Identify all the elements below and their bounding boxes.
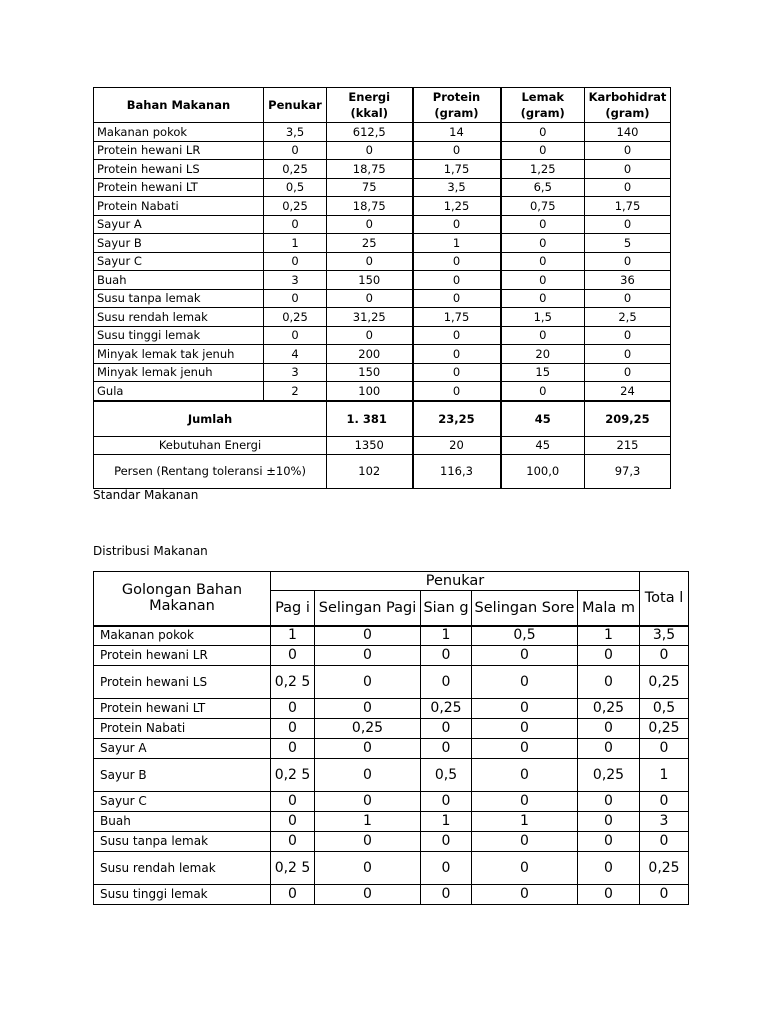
cell-selingan-pagi: 0,25 [315, 719, 421, 739]
cell-lemak: 1,5 [501, 308, 585, 327]
cell-selingan-pagi: 0 [315, 626, 421, 646]
header-karbohidrat: Karbohidrat (gram) [585, 88, 671, 123]
cell-malam: 0 [578, 719, 640, 739]
header-pagi: Pag i [271, 591, 315, 626]
distribusi-makanan-body [94, 626, 689, 905]
cell-siang: 0 [421, 666, 472, 699]
standar-makanan-table [93, 87, 671, 489]
cell-energi: 18,75 [327, 160, 413, 179]
cell-energi: 150 [327, 271, 413, 290]
persen-label: Persen (Rentang toleransi ±10%) [94, 454, 327, 488]
cell-karbohidrat: 0 [585, 363, 671, 382]
cell-pagi: 0 [271, 832, 315, 852]
cell-pagi: 0,2 5 [271, 852, 315, 885]
cell-total: 0 [640, 792, 689, 812]
cell-protein: 1 [413, 234, 501, 253]
cell-selingan-sore: 0 [472, 759, 578, 792]
cell-siang: 1 [421, 626, 472, 646]
cell-bahan: Susu tinggi lemak [94, 326, 264, 345]
cell-pagi: 0 [271, 719, 315, 739]
cell-lemak: 1,25 [501, 160, 585, 179]
table-row [94, 852, 689, 885]
cell-karbohidrat: 36 [585, 271, 671, 290]
table-row [94, 215, 671, 234]
table-row [94, 646, 689, 666]
persen-lemak: 100,0 [501, 454, 585, 488]
kebutuhan-label: Kebutuhan Energi [94, 436, 327, 454]
cell-penukar: 0,25 [264, 160, 327, 179]
cell-lemak: 0 [501, 252, 585, 271]
cell-selingan-sore: 0 [472, 832, 578, 852]
cell-malam: 0 [578, 666, 640, 699]
cell-selingan-sore: 0 [472, 852, 578, 885]
cell-golongan: Susu tanpa lemak [94, 832, 271, 852]
cell-penukar: 0 [264, 141, 327, 160]
table-row [94, 234, 671, 253]
jumlah-row [94, 401, 671, 437]
cell-energi: 25 [327, 234, 413, 253]
cell-selingan-pagi: 0 [315, 699, 421, 719]
cell-protein: 0 [413, 271, 501, 290]
cell-energi: 612,5 [327, 123, 413, 142]
cell-golongan: Protein Nabati [94, 719, 271, 739]
cell-penukar: 0,25 [264, 197, 327, 216]
table-row [94, 666, 689, 699]
kebutuhan-karbohidrat: 215 [585, 436, 671, 454]
cell-penukar: 3 [264, 271, 327, 290]
table-row [94, 271, 671, 290]
cell-karbohidrat: 0 [585, 252, 671, 271]
cell-total: 1 [640, 759, 689, 792]
cell-bahan: Minyak lemak tak jenuh [94, 345, 264, 364]
jumlah-lemak: 45 [501, 401, 585, 437]
cell-pagi: 0 [271, 792, 315, 812]
cell-lemak: 15 [501, 363, 585, 382]
cell-karbohidrat: 0 [585, 141, 671, 160]
header-bahan-makanan: Bahan Makanan [94, 88, 264, 123]
table-row [94, 363, 671, 382]
cell-bahan: Susu tanpa lemak [94, 289, 264, 308]
cell-lemak: 0,75 [501, 197, 585, 216]
cell-lemak: 6,5 [501, 178, 585, 197]
cell-protein: 1,25 [413, 197, 501, 216]
cell-golongan: Sayur C [94, 792, 271, 812]
jumlah-karbohidrat: 209,25 [585, 401, 671, 437]
cell-bahan: Sayur B [94, 234, 264, 253]
persen-row [94, 454, 671, 488]
cell-lemak: 20 [501, 345, 585, 364]
table-row [94, 308, 671, 327]
cell-selingan-pagi: 0 [315, 666, 421, 699]
table-row [94, 832, 689, 852]
header-lemak: Lemak (gram) [501, 88, 585, 123]
cell-selingan-pagi: 0 [315, 759, 421, 792]
cell-energi: 0 [327, 252, 413, 271]
header-selingan-pagi: Selingan Pagi [315, 591, 421, 626]
cell-lemak: 0 [501, 234, 585, 253]
cell-lemak: 0 [501, 141, 585, 160]
cell-golongan: Protein hewani LR [94, 646, 271, 666]
cell-siang: 0,25 [421, 699, 472, 719]
cell-protein: 0 [413, 363, 501, 382]
cell-bahan: Protein hewani LR [94, 141, 264, 160]
cell-malam: 1 [578, 626, 640, 646]
cell-bahan: Protein Nabati [94, 197, 264, 216]
cell-protein: 0 [413, 326, 501, 345]
header-energi: Energi (kkal) [327, 88, 413, 123]
cell-total: 0 [640, 832, 689, 852]
kebutuhan-protein: 20 [413, 436, 501, 454]
cell-karbohidrat: 24 [585, 382, 671, 401]
cell-energi: 150 [327, 363, 413, 382]
cell-malam: 0 [578, 646, 640, 666]
cell-penukar: 1 [264, 234, 327, 253]
header-penukar: Penukar [264, 88, 327, 123]
cell-karbohidrat: 2,5 [585, 308, 671, 327]
cell-energi: 0 [327, 141, 413, 160]
header-penukar: Penukar [271, 572, 640, 591]
cell-total: 0 [640, 646, 689, 666]
cell-siang: 0 [421, 832, 472, 852]
table-row [94, 160, 671, 179]
kebutuhan-lemak: 45 [501, 436, 585, 454]
cell-siang: 0 [421, 852, 472, 885]
cell-total: 0,25 [640, 719, 689, 739]
cell-penukar: 2 [264, 382, 327, 401]
table-row [94, 792, 689, 812]
cell-selingan-pagi: 0 [315, 739, 421, 759]
table-row [94, 812, 689, 832]
table-row [94, 123, 671, 142]
cell-siang: 0 [421, 719, 472, 739]
cell-golongan: Susu tinggi lemak [94, 885, 271, 905]
cell-lemak: 0 [501, 326, 585, 345]
cell-lemak: 0 [501, 215, 585, 234]
cell-penukar: 0 [264, 326, 327, 345]
cell-penukar: 0,5 [264, 178, 327, 197]
cell-protein: 0 [413, 215, 501, 234]
cell-selingan-sore: 1 [472, 812, 578, 832]
cell-penukar: 0,25 [264, 308, 327, 327]
cell-bahan: Gula [94, 382, 264, 401]
cell-pagi: 0,2 5 [271, 759, 315, 792]
cell-selingan-pagi: 0 [315, 832, 421, 852]
cell-selingan-sore: 0,5 [472, 626, 578, 646]
cell-karbohidrat: 0 [585, 289, 671, 308]
table-row [94, 699, 689, 719]
cell-penukar: 3,5 [264, 123, 327, 142]
cell-golongan: Sayur A [94, 739, 271, 759]
cell-siang: 1 [421, 812, 472, 832]
cell-energi: 75 [327, 178, 413, 197]
cell-bahan: Minyak lemak jenuh [94, 363, 264, 382]
cell-selingan-sore: 0 [472, 792, 578, 812]
cell-karbohidrat: 0 [585, 160, 671, 179]
cell-penukar: 0 [264, 215, 327, 234]
header-selingan-sore: Selingan Sore [472, 591, 578, 626]
header-golongan: Golongan Bahan Makanan [94, 572, 271, 626]
cell-lemak: 0 [501, 382, 585, 401]
cell-selingan-sore: 0 [472, 646, 578, 666]
cell-malam: 0 [578, 792, 640, 812]
cell-protein: 0 [413, 382, 501, 401]
cell-lemak: 0 [501, 271, 585, 290]
cell-total: 0,5 [640, 699, 689, 719]
cell-siang: 0 [421, 739, 472, 759]
table-row [94, 759, 689, 792]
cell-bahan: Protein hewani LS [94, 160, 264, 179]
cell-malam: 0 [578, 885, 640, 905]
table-row [94, 197, 671, 216]
cell-energi: 31,25 [327, 308, 413, 327]
cell-penukar: 3 [264, 363, 327, 382]
table-row [94, 382, 671, 401]
cell-malam: 0 [578, 739, 640, 759]
cell-siang: 0 [421, 885, 472, 905]
cell-selingan-sore: 0 [472, 666, 578, 699]
cell-bahan: Makanan pokok [94, 123, 264, 142]
cell-total: 0 [640, 739, 689, 759]
kebutuhan-energi: 1350 [327, 436, 413, 454]
cell-selingan-sore: 0 [472, 719, 578, 739]
cell-golongan: Susu rendah lemak [94, 852, 271, 885]
cell-selingan-pagi: 1 [315, 812, 421, 832]
table-row [94, 739, 689, 759]
table-row [94, 289, 671, 308]
cell-pagi: 0 [271, 885, 315, 905]
cell-bahan: Sayur A [94, 215, 264, 234]
cell-pagi: 0 [271, 646, 315, 666]
cell-energi: 0 [327, 215, 413, 234]
distribusi-makanan-table [93, 571, 689, 905]
table-row [94, 178, 671, 197]
cell-total: 0,25 [640, 852, 689, 885]
cell-bahan: Buah [94, 271, 264, 290]
cell-selingan-sore: 0 [472, 699, 578, 719]
cell-protein: 14 [413, 123, 501, 142]
cell-total: 0,25 [640, 666, 689, 699]
cell-penukar: 0 [264, 252, 327, 271]
cell-malam: 0 [578, 852, 640, 885]
cell-total: 3 [640, 812, 689, 832]
persen-energi: 102 [327, 454, 413, 488]
cell-malam: 0 [578, 832, 640, 852]
cell-protein: 3,5 [413, 178, 501, 197]
cell-total: 3,5 [640, 626, 689, 646]
cell-karbohidrat: 0 [585, 178, 671, 197]
cell-selingan-pagi: 0 [315, 852, 421, 885]
cell-malam: 0,25 [578, 699, 640, 719]
table-row [94, 885, 689, 905]
jumlah-energi: 1. 381 [327, 401, 413, 437]
cell-karbohidrat: 140 [585, 123, 671, 142]
cell-bahan: Sayur C [94, 252, 264, 271]
cell-energi: 0 [327, 289, 413, 308]
cell-protein: 0 [413, 289, 501, 308]
jumlah-protein: 23,25 [413, 401, 501, 437]
table-row [94, 626, 689, 646]
standar-makanan-body [94, 123, 671, 401]
cell-lemak: 0 [501, 123, 585, 142]
table-row [94, 345, 671, 364]
cell-golongan: Sayur B [94, 759, 271, 792]
distribusi-makanan-caption: Distribusi Makanan [93, 544, 208, 558]
cell-protein: 1,75 [413, 308, 501, 327]
header-malam: Mala m [578, 591, 640, 626]
cell-penukar: 4 [264, 345, 327, 364]
cell-karbohidrat: 0 [585, 215, 671, 234]
cell-lemak: 0 [501, 289, 585, 308]
persen-protein: 116,3 [413, 454, 501, 488]
cell-karbohidrat: 1,75 [585, 197, 671, 216]
cell-total: 0 [640, 885, 689, 905]
cell-energi: 0 [327, 326, 413, 345]
cell-golongan: Buah [94, 812, 271, 832]
cell-energi: 18,75 [327, 197, 413, 216]
cell-karbohidrat: 0 [585, 326, 671, 345]
cell-siang: 0 [421, 792, 472, 812]
cell-energi: 100 [327, 382, 413, 401]
cell-golongan: Protein hewani LT [94, 699, 271, 719]
cell-pagi: 0,2 5 [271, 666, 315, 699]
table-row [94, 252, 671, 271]
cell-protein: 0 [413, 141, 501, 160]
cell-malam: 0 [578, 812, 640, 832]
cell-penukar: 0 [264, 289, 327, 308]
cell-pagi: 0 [271, 699, 315, 719]
cell-pagi: 1 [271, 626, 315, 646]
cell-golongan: Protein hewani LS [94, 666, 271, 699]
cell-selingan-pagi: 0 [315, 646, 421, 666]
table-row [94, 719, 689, 739]
persen-karbohidrat: 97,3 [585, 454, 671, 488]
cell-siang: 0,5 [421, 759, 472, 792]
standar-makanan-caption: Standar Makanan [93, 488, 199, 502]
cell-karbohidrat: 0 [585, 345, 671, 364]
cell-pagi: 0 [271, 739, 315, 759]
header-total: Tota l [640, 572, 689, 626]
cell-karbohidrat: 5 [585, 234, 671, 253]
cell-golongan: Makanan pokok [94, 626, 271, 646]
cell-selingan-sore: 0 [472, 885, 578, 905]
cell-energi: 200 [327, 345, 413, 364]
cell-siang: 0 [421, 646, 472, 666]
cell-protein: 0 [413, 252, 501, 271]
table-row [94, 141, 671, 160]
jumlah-label: Jumlah [94, 401, 327, 437]
header-siang: Sian g [421, 591, 472, 626]
table-header-row [94, 88, 671, 123]
cell-protein: 0 [413, 345, 501, 364]
table-header-row [94, 572, 689, 591]
header-protein: Protein (gram) [413, 88, 501, 123]
table-row [94, 326, 671, 345]
kebutuhan-energi-row [94, 436, 671, 454]
cell-selingan-pagi: 0 [315, 885, 421, 905]
cell-selingan-sore: 0 [472, 739, 578, 759]
cell-malam: 0,25 [578, 759, 640, 792]
cell-bahan: Susu rendah lemak [94, 308, 264, 327]
cell-pagi: 0 [271, 812, 315, 832]
cell-protein: 1,75 [413, 160, 501, 179]
cell-bahan: Protein hewani LT [94, 178, 264, 197]
cell-selingan-pagi: 0 [315, 792, 421, 812]
